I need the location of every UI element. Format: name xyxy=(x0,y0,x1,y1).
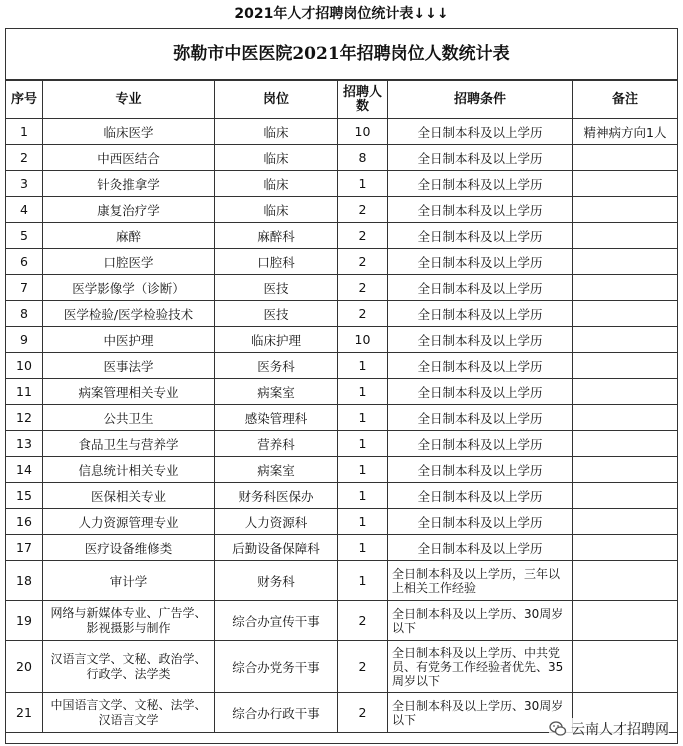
cell-no: 21 xyxy=(6,693,43,733)
cell-cond: 全日制本科及以上学历 xyxy=(388,119,573,145)
recruitment-table xyxy=(5,80,678,733)
cell-post: 医技 xyxy=(215,275,338,301)
recruitment-table-frame xyxy=(5,28,678,744)
cell-no: 9 xyxy=(6,327,43,353)
col-header-note: 备注 xyxy=(573,81,678,119)
cell-no: 20 xyxy=(6,641,43,693)
col-header-post: 岗位 xyxy=(215,81,338,119)
cell-cond: 全日制本科及以上学历 xyxy=(388,535,573,561)
cell-post: 感染管理科 xyxy=(215,405,338,431)
table-row xyxy=(6,197,678,223)
cell-count: 1 xyxy=(338,457,388,483)
watermark xyxy=(549,718,669,740)
cell-post: 医务科 xyxy=(215,353,338,379)
cell-major: 医疗设备维修类 xyxy=(43,535,215,561)
cell-count: 1 xyxy=(338,353,388,379)
cell-no: 7 xyxy=(6,275,43,301)
cell-major: 信息统计相关专业 xyxy=(43,457,215,483)
cell-major: 麻醉 xyxy=(43,223,215,249)
cell-major: 人力资源管理专业 xyxy=(43,509,215,535)
cell-no: 18 xyxy=(6,561,43,601)
cell-post: 临床护理 xyxy=(215,327,338,353)
cell-post: 麻醉科 xyxy=(215,223,338,249)
cell-note xyxy=(573,601,678,641)
cell-post: 临床 xyxy=(215,197,338,223)
cell-post: 临床 xyxy=(215,145,338,171)
table-title: 弥勒市中医医院2021年招聘岗位人数统计表 xyxy=(6,29,677,80)
cell-no: 17 xyxy=(6,535,43,561)
cell-cond: 全日制本科及以上学历 xyxy=(388,145,573,171)
cell-note xyxy=(573,561,678,601)
cell-count: 2 xyxy=(338,301,388,327)
cell-post: 人力资源科 xyxy=(215,509,338,535)
cell-cond: 全日制本科及以上学历 xyxy=(388,509,573,535)
cell-note xyxy=(573,197,678,223)
cell-count: 1 xyxy=(338,483,388,509)
cell-note xyxy=(573,249,678,275)
table-row xyxy=(6,483,678,509)
cell-note xyxy=(573,509,678,535)
cell-no: 14 xyxy=(6,457,43,483)
cell-count: 2 xyxy=(338,601,388,641)
cell-major: 康复治疗学 xyxy=(43,197,215,223)
cell-no: 5 xyxy=(6,223,43,249)
cell-major: 医学影像学（诊断） xyxy=(43,275,215,301)
cell-no: 6 xyxy=(6,249,43,275)
cell-cond: 全日制本科及以上学历 xyxy=(388,353,573,379)
cell-note xyxy=(573,275,678,301)
cell-note xyxy=(573,535,678,561)
cell-count: 1 xyxy=(338,431,388,457)
cell-cond: 全日制本科及以上学历 xyxy=(388,457,573,483)
cell-count: 1 xyxy=(338,561,388,601)
table-row xyxy=(6,301,678,327)
cell-no: 1 xyxy=(6,119,43,145)
cell-count: 10 xyxy=(338,327,388,353)
cell-post: 后勤设备保障科 xyxy=(215,535,338,561)
col-header-no: 序号 xyxy=(6,81,43,119)
cell-no: 19 xyxy=(6,601,43,641)
cell-post: 医技 xyxy=(215,301,338,327)
table-row xyxy=(6,535,678,561)
cell-post: 临床 xyxy=(215,119,338,145)
cell-major: 针灸推拿学 xyxy=(43,171,215,197)
cell-note xyxy=(573,379,678,405)
table-header-row xyxy=(6,81,678,119)
table-row xyxy=(6,119,678,145)
cell-note xyxy=(573,457,678,483)
cell-note xyxy=(573,641,678,693)
cell-no: 16 xyxy=(6,509,43,535)
table-row xyxy=(6,353,678,379)
cell-cond: 全日制本科及以上学历 xyxy=(388,171,573,197)
cell-post: 临床 xyxy=(215,171,338,197)
cell-cond: 全日制本科及以上学历 xyxy=(388,301,573,327)
cell-major: 汉语言文学、文秘、政治学、行政学、法学类 xyxy=(43,641,215,693)
col-header-major: 专业 xyxy=(43,81,215,119)
table-row xyxy=(6,405,678,431)
cell-no: 11 xyxy=(6,379,43,405)
cell-note xyxy=(573,145,678,171)
table-row xyxy=(6,509,678,535)
cell-no: 4 xyxy=(6,197,43,223)
cell-count: 1 xyxy=(338,405,388,431)
cell-no: 2 xyxy=(6,145,43,171)
table-row xyxy=(6,327,678,353)
cell-post: 综合办行政干事 xyxy=(215,693,338,733)
cell-major: 医保相关专业 xyxy=(43,483,215,509)
cell-count: 1 xyxy=(338,171,388,197)
table-row xyxy=(6,457,678,483)
cell-major: 公共卫生 xyxy=(43,405,215,431)
table-row xyxy=(6,561,678,601)
cell-major: 医学检验/医学检验技术 xyxy=(43,301,215,327)
cell-cond: 全日制本科及以上学历 xyxy=(388,197,573,223)
cell-count: 2 xyxy=(338,693,388,733)
cell-major: 审计学 xyxy=(43,561,215,601)
cell-note xyxy=(573,223,678,249)
table-row xyxy=(6,275,678,301)
cell-no: 8 xyxy=(6,301,43,327)
cell-post: 营养科 xyxy=(215,431,338,457)
cell-count: 2 xyxy=(338,249,388,275)
cell-cond: 全日制本科及以上学历、30周岁以下 xyxy=(388,693,573,733)
cell-major: 医事法学 xyxy=(43,353,215,379)
cell-major: 中国语言文学、文秘、法学、汉语言文学 xyxy=(43,693,215,733)
cell-post: 财务科医保办 xyxy=(215,483,338,509)
col-header-count: 招聘人数 xyxy=(338,81,388,119)
cell-count: 10 xyxy=(338,119,388,145)
cell-cond: 全日制本科及以上学历 xyxy=(388,379,573,405)
cell-cond: 全日制本科及以上学历 xyxy=(388,275,573,301)
cell-cond: 全日制本科及以上学历 xyxy=(388,431,573,457)
cell-count: 2 xyxy=(338,197,388,223)
cell-post: 口腔科 xyxy=(215,249,338,275)
cell-note xyxy=(573,171,678,197)
watermark-text: 云南人才招聘网 xyxy=(571,722,669,738)
cell-no: 3 xyxy=(6,171,43,197)
cell-post: 财务科 xyxy=(215,561,338,601)
cell-cond: 全日制本科及以上学历，三年以上相关工作经验 xyxy=(388,561,573,601)
cell-major: 病案管理相关专业 xyxy=(43,379,215,405)
cell-cond: 全日制本科及以上学历、30周岁以下 xyxy=(388,601,573,641)
page-header: 2021年人才招聘岗位统计表↓↓↓ xyxy=(234,6,449,22)
cell-count: 2 xyxy=(338,223,388,249)
cell-post: 综合办宣传干事 xyxy=(215,601,338,641)
cell-count: 2 xyxy=(338,275,388,301)
cell-count: 1 xyxy=(338,509,388,535)
cell-note: 精神病方向1人 xyxy=(573,119,678,145)
cell-cond: 全日制本科及以上学历 xyxy=(388,483,573,509)
cell-note xyxy=(573,327,678,353)
cell-post: 综合办党务干事 xyxy=(215,641,338,693)
col-header-condition: 招聘条件 xyxy=(388,81,573,119)
cell-post: 病案室 xyxy=(215,379,338,405)
cell-major: 中西医结合 xyxy=(43,145,215,171)
cell-major: 临床医学 xyxy=(43,119,215,145)
table-row xyxy=(6,249,678,275)
cell-count: 2 xyxy=(338,641,388,693)
cell-no: 12 xyxy=(6,405,43,431)
cell-cond: 全日制本科及以上学历、中共党员、有党务工作经验者优先、35周岁以下 xyxy=(388,641,573,693)
cell-major: 中医护理 xyxy=(43,327,215,353)
table-row xyxy=(6,601,678,641)
cell-count: 1 xyxy=(338,535,388,561)
cell-note xyxy=(573,353,678,379)
cell-count: 8 xyxy=(338,145,388,171)
cell-no: 15 xyxy=(6,483,43,509)
cell-no: 13 xyxy=(6,431,43,457)
cell-cond: 全日制本科及以上学历 xyxy=(388,327,573,353)
cell-no: 10 xyxy=(6,353,43,379)
cell-note xyxy=(573,301,678,327)
cell-cond: 全日制本科及以上学历 xyxy=(388,249,573,275)
wechat-icon xyxy=(549,720,567,738)
cell-note xyxy=(573,405,678,431)
table-row xyxy=(6,379,678,405)
table-row xyxy=(6,171,678,197)
cell-major: 口腔医学 xyxy=(43,249,215,275)
table-row xyxy=(6,223,678,249)
table-row xyxy=(6,641,678,693)
cell-note xyxy=(573,483,678,509)
cell-major: 食品卫生与营养学 xyxy=(43,431,215,457)
cell-major: 网络与新媒体专业、广告学、影视摄影与制作 xyxy=(43,601,215,641)
table-row xyxy=(6,145,678,171)
cell-note xyxy=(573,431,678,457)
cell-cond: 全日制本科及以上学历 xyxy=(388,223,573,249)
cell-cond: 全日制本科及以上学历 xyxy=(388,405,573,431)
table-row xyxy=(6,431,678,457)
cell-post: 病案室 xyxy=(215,457,338,483)
cell-count: 1 xyxy=(338,379,388,405)
